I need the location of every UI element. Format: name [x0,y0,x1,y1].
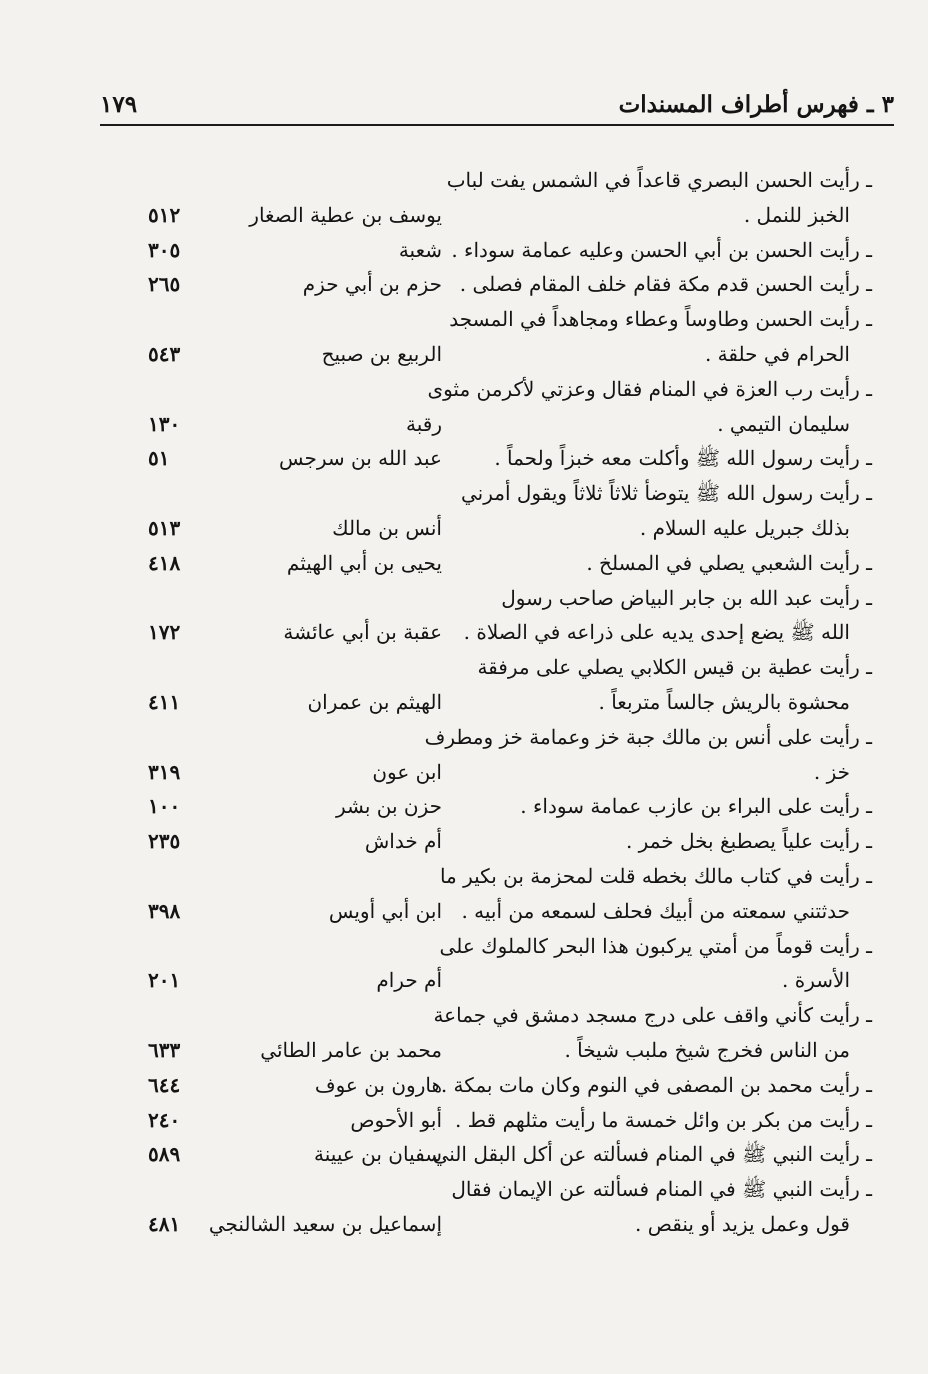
hadith-incipit-continuation [462,339,872,369]
hadith-text: الحرام في حلقة . [704,342,850,366]
hadith-number: ٢٠١ [148,968,181,993]
hadith-text: الخبز للنمل . [743,202,850,227]
hadith-number: ٥٤٣ [148,342,181,366]
narrator-name: رقبة [406,411,442,436]
hadith-number: ٣٩٨ [148,898,181,923]
hadith-text: ـ رأيت النبي ﷺ في المنام فسألته عن الإيمان فقال [451,1177,872,1202]
hadith-number: ٤١٨ [148,550,181,575]
hadith-text: محشوة بالريش جالساً متربعاً . [598,690,850,714]
hadith-text: ـ رأيت رب العزة في المنام فقال وعزتي لأكرمن مثوى [427,376,872,401]
hadith-text: سليمان التيمي . [717,411,850,436]
hadith-text: حدثتني سمعته من أبيك فحلف لسمعه من أبيه . [461,898,850,923]
hadith-incipit-continuation [462,200,872,230]
hadith-text: ـ رأيت قوماً من أمتي يركبون هذا البحر كالملوك على [439,933,872,958]
narrator-name: حزم بن أبي حزم [302,272,442,297]
hadith-text: بذلك جبريل عليه السلام . [639,516,850,540]
narrator-name: الهيثم بن عمران [307,690,442,714]
hadith-number: ٢٦٥ [148,272,181,297]
hadith-number: ٦٣٣ [148,1038,181,1062]
hadith-number: ٤١١ [148,690,181,714]
hadith-number: ٦٤٤ [148,1072,181,1097]
hadith-text: ـ رأيت في كتاب مالك بخطه قلت لمحزمة بن بكير ما [439,864,872,888]
hadith-number: ١٣٠ [148,411,181,436]
hadith-number: ٣٠٥ [148,237,181,262]
hadith-incipit [462,652,872,682]
hadith-incipit [462,826,872,856]
hadith-text: ـ رأيت الحسن قدم مكة فقام خلف المقام فصلى . [459,272,872,297]
hadith-text: الله ﷺ يضع إحدى يديه على ذراعه في الصلاة . [463,620,850,645]
hadith-incipit-continuation [462,409,872,439]
hadith-incipit [427,374,872,404]
hadith-text: ـ رأيت رسول الله ﷺ وأكلت معه خبزاً ولحماً . [494,446,872,471]
narrator-name: ابن أبي أويس [328,898,442,923]
hadith-incipit [449,304,872,334]
hadith-incipit [419,1139,872,1169]
narrator-name: حزن بن بشر [335,794,442,819]
hadith-text: ـ رأيت على البراء بن عازب عمامة سوداء . [520,794,872,819]
hadith-number: ٥٨٩ [148,1142,181,1167]
narrator-name: أم خداش [364,829,442,854]
hadith-text: قول وعمل يزيد أو ينقص . [635,1212,850,1236]
narrator-name: محمد بن عامر الطائي [260,1038,442,1062]
hadith-text: ـ رأيت من بكر بن وائل خمسة ما رأيت مثلهم قط . [454,1107,872,1132]
hadith-incipit [462,443,872,473]
hadith-incipit [439,861,872,891]
hadith-incipit [462,791,872,821]
hadith-number: ١٠٠ [148,794,181,819]
hadith-incipit-continuation [462,1035,872,1065]
hadith-text: ـ رأيت رسول الله ﷺ يتوضأ ثلاثاً ثلاثاً ويقول أمرني [460,481,872,506]
hadith-text: ـ رأيت الحسن البصري قاعداً في الشمس يفت لباب [446,168,872,192]
hadith-incipit [451,235,872,265]
narrator-name: عقبة بن أبي عائشة [283,620,442,645]
hadith-text: ـ رأيت على أنس بن مالك جبة خز وعمامة خز ومطرف [424,724,872,749]
hadith-text: ـ رأيت كأني واقف على درج مسجد دمشق في جماعة [433,1003,872,1028]
hadith-text: ـ رأيت الشعبي يصلي في المسلخ . [586,550,872,575]
hadith-text: خز . [813,759,850,784]
narrator-name: أم حرام [376,968,442,993]
hadith-incipit [454,1105,872,1135]
hadith-number: ٥١ [148,446,170,471]
narrator-name: أنس بن مالك [332,516,442,540]
hadith-text: ـ رأيت الحسن وطاوساً وعطاء ومجاهداً في المسجد [449,307,872,332]
narrator-name: سفيان بن عيينة [314,1142,442,1167]
hadith-incipit-continuation [462,757,872,787]
narrator-name: الربيع بن صبيح [321,342,442,366]
hadith-text: الأسرة . [782,968,850,993]
hadith-incipit [459,269,872,299]
narrator-name: يحيى بن أبي الهيثم [286,550,442,575]
narrator-name: أبو الأحوص [350,1107,442,1132]
hadith-incipit-continuation [462,617,872,647]
hadith-number: ٥١٣ [148,516,181,540]
section-title: ٣ ـ فهرس أطراف المسندات [618,91,894,118]
hadith-incipit-continuation [462,513,872,543]
hadith-text: ـ رأيت عطية بن قيس الكلابي يصلي على مرفقة [477,655,872,680]
hadith-incipit [462,478,872,508]
hadith-incipit [439,931,872,961]
narrator-name: عبد الله بن سرجس [279,446,442,471]
hadith-incipit [446,165,872,195]
hadith-text: ـ رأيت عبد الله بن جابر البياض صاحب رسول [501,585,872,610]
hadith-incipit [451,1174,872,1204]
hadith-text: ـ رأيت محمد بن المصفى في النوم وكان مات بمكة . [440,1072,872,1097]
page-number: ١٧٩ [100,91,138,118]
hadith-number: ٣١٩ [148,759,181,784]
hadith-text: ـ رأيت علياً يصطبغ بخل خمر . [625,829,872,854]
hadith-incipit-continuation [462,687,872,717]
hadith-incipit [462,583,872,613]
hadith-incipit [433,1000,872,1030]
hadith-incipit-continuation [462,1209,872,1239]
hadith-text: من الناس فخرج شيخ ملبب شيخاً . [564,1038,850,1062]
hadith-number: ٥١٢ [148,202,181,227]
narrator-name: يوسف بن عطية الصغار [249,202,442,227]
narrator-name: هارون بن عوف [314,1072,442,1097]
narrator-name: شعبة [398,237,442,262]
hadith-number: ١٧٢ [148,620,181,645]
hadith-number: ٢٤٠ [148,1107,181,1132]
hadith-incipit [440,1070,872,1100]
hadith-incipit [424,722,872,752]
hadith-text: ـ رأيت النبي ﷺ في المنام فسألته عن أكل البقل الني . [419,1142,872,1167]
hadith-number: ٤٨١ [148,1212,181,1236]
hadith-incipit-continuation [462,965,872,995]
hadith-incipit-continuation [462,896,872,926]
hadith-text: ـ رأيت الحسن بن أبي الحسن وعليه عمامة سوداء . [451,237,872,262]
hadith-number: ٢٣٥ [148,829,181,854]
narrator-name: ابن عون [372,759,442,784]
narrator-name: إسماعيل بن سعيد الشالنجي [208,1212,442,1236]
hadith-incipit [462,548,872,578]
